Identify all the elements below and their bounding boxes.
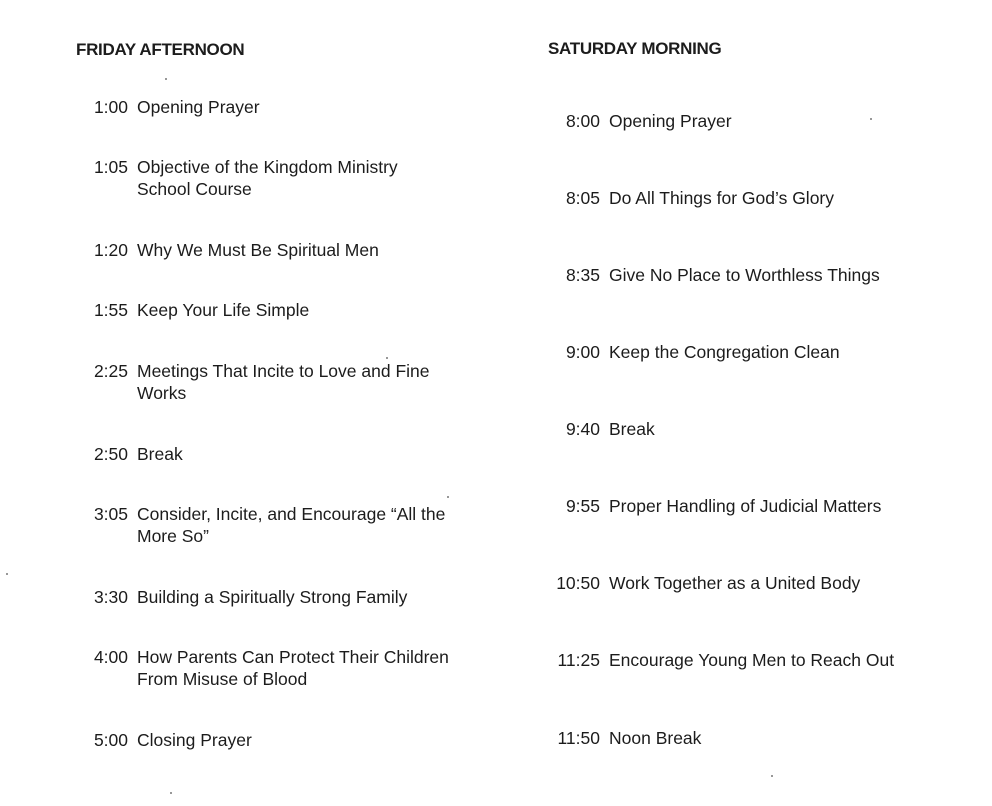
scan-speck	[870, 118, 872, 120]
item-title: Meetings That Incite to Love and Fine Works	[137, 361, 430, 403]
item-title: Break	[137, 444, 183, 464]
item-title: Encourage Young Men to Reach Out	[609, 650, 895, 670]
item-time: 4:00	[93, 647, 128, 667]
item-title: Work Together as a United Body	[609, 573, 861, 593]
item-time: 3:30	[93, 587, 128, 607]
item-time: 5:00	[93, 730, 128, 750]
item-time: 1:05	[93, 157, 128, 177]
item-time: 8:00	[565, 111, 600, 131]
item-time: 9:40	[565, 419, 600, 439]
item-title: Opening Prayer	[137, 97, 260, 117]
item-title: Opening Prayer	[609, 111, 732, 131]
item-time: 9:00	[565, 342, 600, 362]
item-title: Objective of the Kingdom Ministry School Course	[137, 157, 398, 199]
scan-speck	[165, 78, 167, 80]
item-title: Keep the Congregation Clean	[609, 342, 840, 362]
item-title: Noon Break	[609, 728, 702, 748]
scan-speck	[170, 792, 172, 794]
item-time: 11:50	[557, 728, 600, 748]
item-time: 2:25	[93, 361, 128, 381]
scan-speck	[771, 775, 773, 777]
scan-speck	[386, 357, 388, 359]
item-time: 3:05	[93, 504, 128, 524]
item-time: 11:25	[557, 650, 600, 670]
item-title: Keep Your Life Simple	[137, 300, 310, 320]
saturday-morning-heading: SATURDAY MORNING	[548, 39, 722, 58]
item-title: Why We Must Be Spiritual Men	[137, 240, 379, 260]
item-title: Closing Prayer	[137, 730, 252, 750]
item-time: 1:20	[93, 240, 128, 260]
item-time: 8:35	[565, 265, 600, 285]
item-time: 2:50	[93, 444, 128, 464]
item-title: Consider, Incite, and Encourage “All the More So”	[137, 504, 446, 546]
item-time: 10:50	[556, 573, 600, 593]
item-title: How Parents Can Protect Their Children From Misuse of Blood	[137, 647, 449, 689]
item-time: 9:55	[565, 496, 600, 516]
item-time: 8:05	[565, 188, 600, 208]
item-title: Do All Things for God’s Glory	[609, 188, 835, 208]
item-title: Break	[609, 419, 655, 439]
item-title: Building a Spiritually Strong Family	[137, 587, 408, 607]
scan-speck	[6, 573, 8, 575]
item-title: Proper Handling of Judicial Matters	[609, 496, 882, 516]
scan-speck	[447, 496, 449, 498]
friday-afternoon-heading: FRIDAY AFTERNOON	[76, 40, 245, 59]
item-time: 1:55	[93, 300, 128, 320]
item-time: 1:00	[93, 97, 128, 117]
item-title: Give No Place to Worthless Things	[609, 265, 880, 285]
